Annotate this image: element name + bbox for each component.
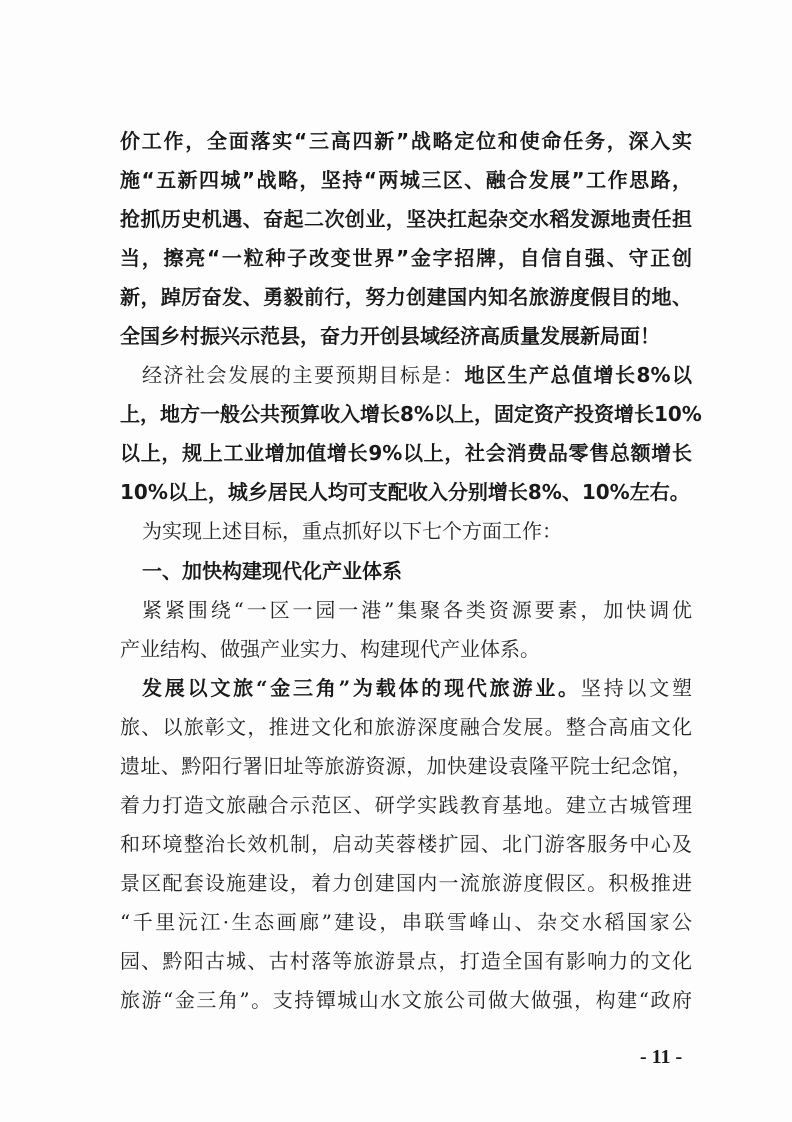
text-line	[120, 200, 692, 239]
text-run: 旅游“金三角”。支持镡城山水文旅公司做大做强，构建“政府	[120, 988, 692, 1013]
text-run: 为实现上述目标，重点抓好以下七个方面工作：	[142, 519, 562, 544]
bold-text-run: 以上，规上工业增加值增长9%以上，社会消费品零售总额增长	[120, 441, 692, 466]
text-run: 园、黔阳古城、古村落等旅游景点，打造全国有影响力的文化	[120, 948, 692, 973]
text-line	[120, 786, 692, 825]
text-line	[120, 903, 692, 942]
text-line	[120, 981, 692, 1020]
text-line	[120, 708, 692, 747]
bold-text-run: 地区生产总值增长8%以	[464, 363, 692, 388]
text-line	[120, 278, 692, 317]
text-line	[120, 669, 692, 708]
bold-text-run: 一、加快构建现代化产业体系	[142, 558, 402, 583]
bold-text-run: 新，踔厉奋发、勇毅前行，努力创建国内知名旅游度假目的地、	[120, 285, 692, 310]
text-line	[120, 122, 692, 161]
text-run: 紧紧围绕“一区一园一港”集聚各类资源要素，加快调优	[142, 597, 692, 622]
text-run: 产业结构、做强产业实力、构建现代产业体系。	[120, 636, 540, 661]
bold-text-run: 价工作，全面落实“三高四新”战略定位和使命任务，深入实	[120, 129, 692, 153]
text-line	[120, 864, 692, 903]
text-line	[120, 161, 692, 200]
bold-text-run: 10%以上，城乡居民人均可支配收入分别增长8%、10%左右。	[120, 480, 690, 505]
text-line	[120, 239, 692, 278]
text-line	[120, 630, 692, 669]
bold-text-run: 上，地方一般公共预算收入增长8%以上，固定资产投资增长10%	[120, 402, 702, 427]
text-run: 遗址、黔阳行署旧址等旅游资源，加快建设袁隆平院士纪念馆，	[120, 753, 692, 778]
text-line	[120, 473, 692, 512]
text-run: 着力打造文旅融合示范区、研学实践教育基地。建立古城管理	[120, 792, 692, 817]
text-line	[120, 942, 692, 981]
text-line	[120, 356, 692, 395]
page-number: - 11 -	[640, 1046, 683, 1068]
bold-text-run: 施“五新四城”战略，坚持“两城三区、融合发展”工作思路，	[120, 168, 692, 193]
text-line	[120, 434, 692, 473]
text-run: 和环境整治长效机制，启动芙蓉楼扩园、北门游客服务中心及	[120, 831, 692, 856]
bold-text-run: 当，擦亮“一粒种子改变世界”金字招牌，自信自强、守正创	[120, 246, 692, 271]
bold-text-run: 全国乡村振兴示范县，奋力开创县域经济高质量发展新局面！	[120, 324, 660, 349]
text-run: 景区配套设施建设，着力创建国内一流旅游度假区。积极推进	[120, 870, 692, 895]
text-line	[120, 825, 692, 864]
text-run: “千里沅江·生态画廊”建设，串联雪峰山、杂交水稻国家公	[120, 909, 692, 934]
bold-text-run: 抢抓历史机遇、奋起二次创业，坚决扛起杂交水稻发源地责任担	[120, 207, 692, 232]
text-line	[120, 591, 692, 630]
bold-text-run: 发展以文旅“金三角”为载体的现代旅游业。	[142, 675, 581, 700]
text-line	[120, 512, 692, 551]
body-text	[120, 122, 702, 1020]
text-line	[120, 552, 692, 591]
text-line	[120, 317, 692, 356]
text-line	[120, 747, 692, 786]
text-line	[120, 395, 702, 434]
text-run: 经济社会发展的主要预期目标是：	[142, 363, 465, 388]
text-run: 坚持以文塑	[580, 675, 692, 700]
text-run: 旅、以旅彰文，推进文化和旅游深度融合发展。整合高庙文化	[120, 714, 692, 739]
